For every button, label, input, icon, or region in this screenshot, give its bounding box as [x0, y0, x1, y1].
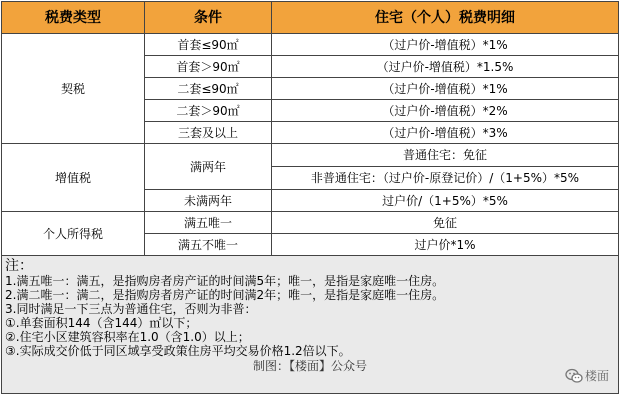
header-condition: 条件	[145, 2, 272, 34]
deed-tax-label: 契税	[2, 34, 145, 144]
header-row	[2, 2, 619, 34]
vat-label: 增值税	[2, 144, 145, 212]
condition-cell: 满五不唯一	[145, 234, 272, 256]
detail-cell: （过户价-增值税）*1%	[272, 78, 619, 100]
header-tax-type: 税费类型	[2, 2, 145, 34]
note-line: 1.满五唯一：满五，是指购房者房产证的时间满5年；唯一，是指是家庭唯一住房。	[5, 274, 445, 288]
condition-cell: 满五唯一	[145, 212, 272, 234]
watermark	[565, 367, 609, 384]
note-line: ③.实际成交价低于同区域享受政策住房平均交易价格1.2倍以下。	[5, 344, 351, 358]
table-row	[2, 34, 619, 56]
detail-cell: （过户价-增值税）*1%	[272, 34, 619, 56]
detail-cell: 过户价/（1+5%）*5%	[272, 190, 619, 212]
condition-cell: 未满两年	[145, 190, 272, 212]
detail-cell: 非普通住宅：（过户价-原登记价）/（1+5%）*5%	[272, 167, 619, 190]
detail-cell: （过户价-增值税）*1.5%	[272, 56, 619, 78]
condition-cell: 首套＞90㎡	[145, 56, 272, 78]
table-row	[2, 212, 619, 234]
note-line: 2.满二唯一：满二，是指购房者房产证的时间满2年；唯一，是指是家庭唯一住房。	[5, 288, 445, 302]
notes-title: 注：	[5, 258, 33, 274]
note-line: ①.单套面积144（含144）㎡以下；	[5, 316, 198, 330]
note-line: ②.住宅小区建筑容积率在1.0（含1.0）以上；	[5, 330, 250, 344]
detail-cell: 过户价*1%	[272, 234, 619, 256]
detail-cell: （过户价-增值税）*3%	[272, 122, 619, 144]
notes-row	[2, 256, 619, 394]
credit-text: 制图：【楼面】公众号	[252, 359, 367, 373]
table-row	[2, 144, 619, 167]
condition-cell: 三套及以上	[145, 122, 272, 144]
condition-cell: 满两年	[145, 144, 272, 190]
notes-cell	[2, 256, 619, 394]
detail-cell: 免征	[272, 212, 619, 234]
detail-cell: 普通住宅：免征	[272, 144, 619, 167]
tax-table	[1, 1, 619, 394]
watermark-text: 楼面	[584, 369, 609, 383]
condition-cell: 二套≤90㎡	[145, 78, 272, 100]
condition-cell: 首套≤90㎡	[145, 34, 272, 56]
header-detail: 住宅（个人）税费明细	[272, 2, 619, 34]
note-line: 3.同时满足一下三点为普通住宅，否则为非普：	[5, 302, 257, 316]
wechat-icon	[565, 368, 583, 384]
detail-cell: （过户价-增值税）*2%	[272, 100, 619, 122]
income-tax-label: 个人所得税	[2, 212, 145, 256]
condition-cell: 二套＞90㎡	[145, 100, 272, 122]
